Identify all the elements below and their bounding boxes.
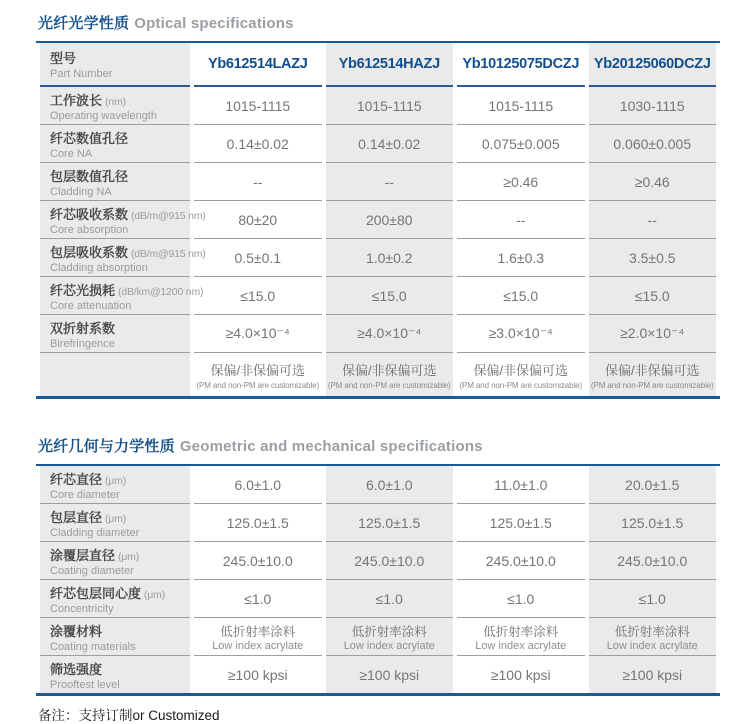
row-label-en: Core NA	[50, 147, 93, 160]
coating-material-cell	[194, 618, 322, 656]
spec-value-cell: ≤1.0	[589, 580, 717, 618]
row-label-zh: 涂覆材料	[50, 623, 103, 639]
pm-option-en: (PM and non-PM are customizable)	[459, 380, 583, 390]
spec-value-cell: 125.0±1.5	[326, 504, 454, 542]
pm-option-en: (PM and non-PM are customizable)	[327, 380, 451, 390]
table-row-coating-diameter	[40, 542, 716, 580]
spec-value-cell: ≥100 kpsi	[457, 656, 585, 693]
row-unit: (nm)	[105, 95, 126, 108]
pm-option-zh: 保偏/非保偏可选	[341, 362, 437, 378]
spec-value-cell: 1.0±0.2	[326, 239, 454, 277]
spec-value-cell: ≥100 kpsi	[589, 656, 717, 693]
row-unit: (μm)	[105, 474, 127, 487]
spec-value-cell: 1015-1115	[326, 87, 454, 125]
row-label-en: Birefringence	[50, 337, 115, 350]
row-unit: (dB/km@1200 nm)	[118, 285, 204, 298]
spec-value-cell: 125.0±1.5	[457, 504, 585, 542]
spec-value-cell: ≤1.0	[326, 580, 454, 618]
row-label-zh: 包层直径	[50, 509, 103, 525]
coating-material-zh: 低折射率涂料	[614, 624, 690, 639]
spec-value-cell: ≥3.0×10⁻⁴	[457, 315, 585, 353]
table-row-birefringence	[40, 315, 716, 353]
table-row-cladding-diameter	[40, 504, 716, 542]
spec-value-cell: 0.075±0.005	[457, 125, 585, 163]
table-row-concentricity	[40, 580, 716, 618]
spec-value-cell: ≤15.0	[326, 277, 454, 315]
coating-material-en: Low index acrylate	[212, 639, 304, 652]
spec-value-cell: ≤15.0	[589, 277, 717, 315]
pm-option-zh: 保偏/非保偏可选	[604, 362, 700, 378]
pm-option-zh: 保偏/非保偏可选	[473, 362, 569, 378]
spec-value-cell: 200±80	[326, 201, 454, 239]
coating-material-cell	[457, 618, 585, 656]
geometric-spec-table	[36, 464, 720, 696]
row-label-en: Cladding absorption	[50, 261, 148, 274]
part-number-label-en: Part Number	[50, 68, 113, 80]
row-label	[40, 656, 190, 693]
spec-value-cell: --	[194, 163, 322, 201]
spec-value-cell: 0.5±0.1	[194, 239, 322, 277]
remark-note: 备注：支持订制or Customized	[38, 708, 220, 723]
spec-value-cell: ≥4.0×10⁻⁴	[194, 315, 322, 353]
spec-value-cell: 125.0±1.5	[194, 504, 322, 542]
optical-title-en: Optical specifications	[134, 15, 294, 32]
spec-value-cell: 6.0±1.0	[194, 466, 322, 504]
optical-title-zh: 光纤光学性质	[38, 15, 130, 32]
part-number-col-4: Yb20125060DCZJ	[589, 43, 717, 87]
coating-material-cell	[326, 618, 454, 656]
coating-material-zh: 低折射率涂料	[351, 624, 427, 639]
row-label-en: Concentricity	[50, 602, 114, 615]
coating-material-cell	[589, 618, 717, 656]
table-row-core-absorption	[40, 201, 716, 239]
spec-value-cell: ≥100 kpsi	[326, 656, 454, 693]
optical-spec-table	[36, 41, 720, 399]
spec-value-cell: ≥0.46	[589, 163, 717, 201]
row-label	[40, 504, 190, 542]
row-label-en: Core absorption	[50, 223, 129, 236]
part-number-col-3: Yb10125075DCZJ	[457, 43, 585, 87]
spec-value-cell: 6.0±1.0	[326, 466, 454, 504]
spec-value-cell: 0.14±0.02	[194, 125, 322, 163]
pm-option-cell	[589, 353, 717, 396]
row-label-en: Cladding NA	[50, 185, 112, 198]
spec-value-cell: ≤15.0	[457, 277, 585, 315]
row-unit: (μm)	[118, 550, 140, 563]
row-label-en: Coating diameter	[50, 564, 134, 577]
spec-value-cell: 11.0±1.0	[457, 466, 585, 504]
row-label-zh: 包层吸收系数	[50, 244, 129, 260]
spec-value-cell: 1015-1115	[457, 87, 585, 125]
geometric-title-en: Geometric and mechanical specifications	[179, 438, 483, 455]
spec-value-cell: ≤1.0	[194, 580, 322, 618]
table-row-prooftest-level	[40, 656, 716, 693]
table-row-cladding-absorption	[40, 239, 716, 277]
part-number-header-row	[40, 43, 716, 87]
spec-value-cell: 245.0±10.0	[326, 542, 454, 580]
row-label-zh: 双折射系数	[50, 320, 116, 336]
coating-material-en: Low index acrylate	[475, 639, 567, 652]
table-row-core-attenuation	[40, 277, 716, 315]
row-label-zh: 工作波长	[50, 92, 103, 108]
pm-row-empty-label	[40, 353, 190, 396]
spec-value-cell: ≤1.0	[457, 580, 585, 618]
row-label	[40, 618, 190, 656]
spec-value-cell: ≥0.46	[457, 163, 585, 201]
row-unit: (dB/m@915 nm)	[131, 209, 206, 222]
row-label-en: Operating wavelength	[50, 109, 158, 122]
spec-value-cell: ≥4.0×10⁻⁴	[326, 315, 454, 353]
row-unit: (dB/m@915 nm)	[131, 247, 206, 260]
spec-value-cell: --	[589, 201, 717, 239]
row-label	[40, 277, 204, 315]
row-label	[40, 315, 190, 353]
geometric-section-title	[38, 435, 718, 456]
spec-value-cell: 125.0±1.5	[589, 504, 717, 542]
row-label-zh: 筛选强度	[50, 661, 103, 677]
row-label-zh: 纤芯光损耗	[50, 282, 116, 298]
row-label-en: Prooftest level	[50, 678, 120, 691]
row-unit: (μm)	[105, 512, 127, 525]
spec-value-cell: --	[326, 163, 454, 201]
spec-value-cell: ≥2.0×10⁻⁴	[589, 315, 717, 353]
pm-option-cell	[457, 353, 585, 396]
spec-value-cell: 245.0±10.0	[194, 542, 322, 580]
row-label-zh: 纤芯数值孔径	[50, 130, 129, 146]
pm-option-zh: 保偏/非保偏可选	[210, 362, 306, 378]
row-label	[40, 542, 190, 580]
part-number-col-2: Yb612514HAZJ	[326, 43, 454, 87]
part-number-header-label	[40, 43, 190, 87]
part-number-col-1: Yb612514LAZJ	[194, 43, 322, 87]
spec-value-cell: ≥100 kpsi	[194, 656, 322, 693]
row-label	[40, 201, 206, 239]
spec-value-cell: 245.0±10.0	[457, 542, 585, 580]
row-label	[40, 125, 190, 163]
table-row-core-diameter	[40, 466, 716, 504]
pm-option-cell	[326, 353, 454, 396]
optical-section-title	[38, 12, 718, 33]
table-row-core-na	[40, 125, 716, 163]
coating-material-en: Low index acrylate	[343, 639, 435, 652]
spec-value-cell: ≤15.0	[194, 277, 322, 315]
row-label-zh: 涂覆层直径	[50, 547, 116, 563]
pm-option-cell	[194, 353, 322, 396]
pm-option-en: (PM and non-PM are customizable)	[590, 380, 714, 390]
row-label-zh: 包层数值孔径	[50, 168, 129, 184]
table-row-coating-materials	[40, 618, 716, 656]
row-label-zh: 纤芯直径	[50, 471, 103, 487]
row-label-en: Coating materials	[50, 640, 136, 653]
part-number-label-zh: 型号	[50, 51, 77, 66]
spec-value-cell: 3.5±0.5	[589, 239, 717, 277]
geometric-title-zh: 光纤几何与力学性质	[38, 438, 175, 455]
coating-material-zh: 低折射率涂料	[483, 624, 559, 639]
spec-value-cell: 245.0±10.0	[589, 542, 717, 580]
spec-value-cell: 1030-1115	[589, 87, 717, 125]
table-row-cladding-na	[40, 163, 716, 201]
row-label-en: Cladding diameter	[50, 526, 140, 539]
spec-value-cell: 1015-1115	[194, 87, 322, 125]
row-label	[40, 163, 190, 201]
pm-option-en: (PM and non-PM are customizable)	[196, 380, 320, 390]
row-label	[40, 466, 190, 504]
spec-value-cell: 20.0±1.5	[589, 466, 717, 504]
coating-material-en: Low index acrylate	[606, 639, 698, 652]
row-label-en: Core diameter	[50, 488, 120, 501]
spec-value-cell: 80±20	[194, 201, 322, 239]
row-label	[40, 580, 190, 618]
row-label-zh: 纤芯吸收系数	[50, 206, 129, 222]
spec-value-cell: 1.6±0.3	[457, 239, 585, 277]
row-label-zh: 纤芯包层同心度	[50, 585, 142, 601]
row-label	[40, 87, 190, 125]
row-unit: (μm)	[144, 588, 166, 601]
row-label	[40, 239, 206, 277]
table-row-pm-option	[40, 353, 716, 396]
spec-value-cell: --	[457, 201, 585, 239]
row-label-en: Core attenuation	[50, 299, 132, 312]
spec-value-cell: 0.060±0.005	[589, 125, 717, 163]
coating-material-zh: 低折射率涂料	[220, 624, 296, 639]
table-row-operating-wavelength	[40, 87, 716, 125]
spec-value-cell: 0.14±0.02	[326, 125, 454, 163]
